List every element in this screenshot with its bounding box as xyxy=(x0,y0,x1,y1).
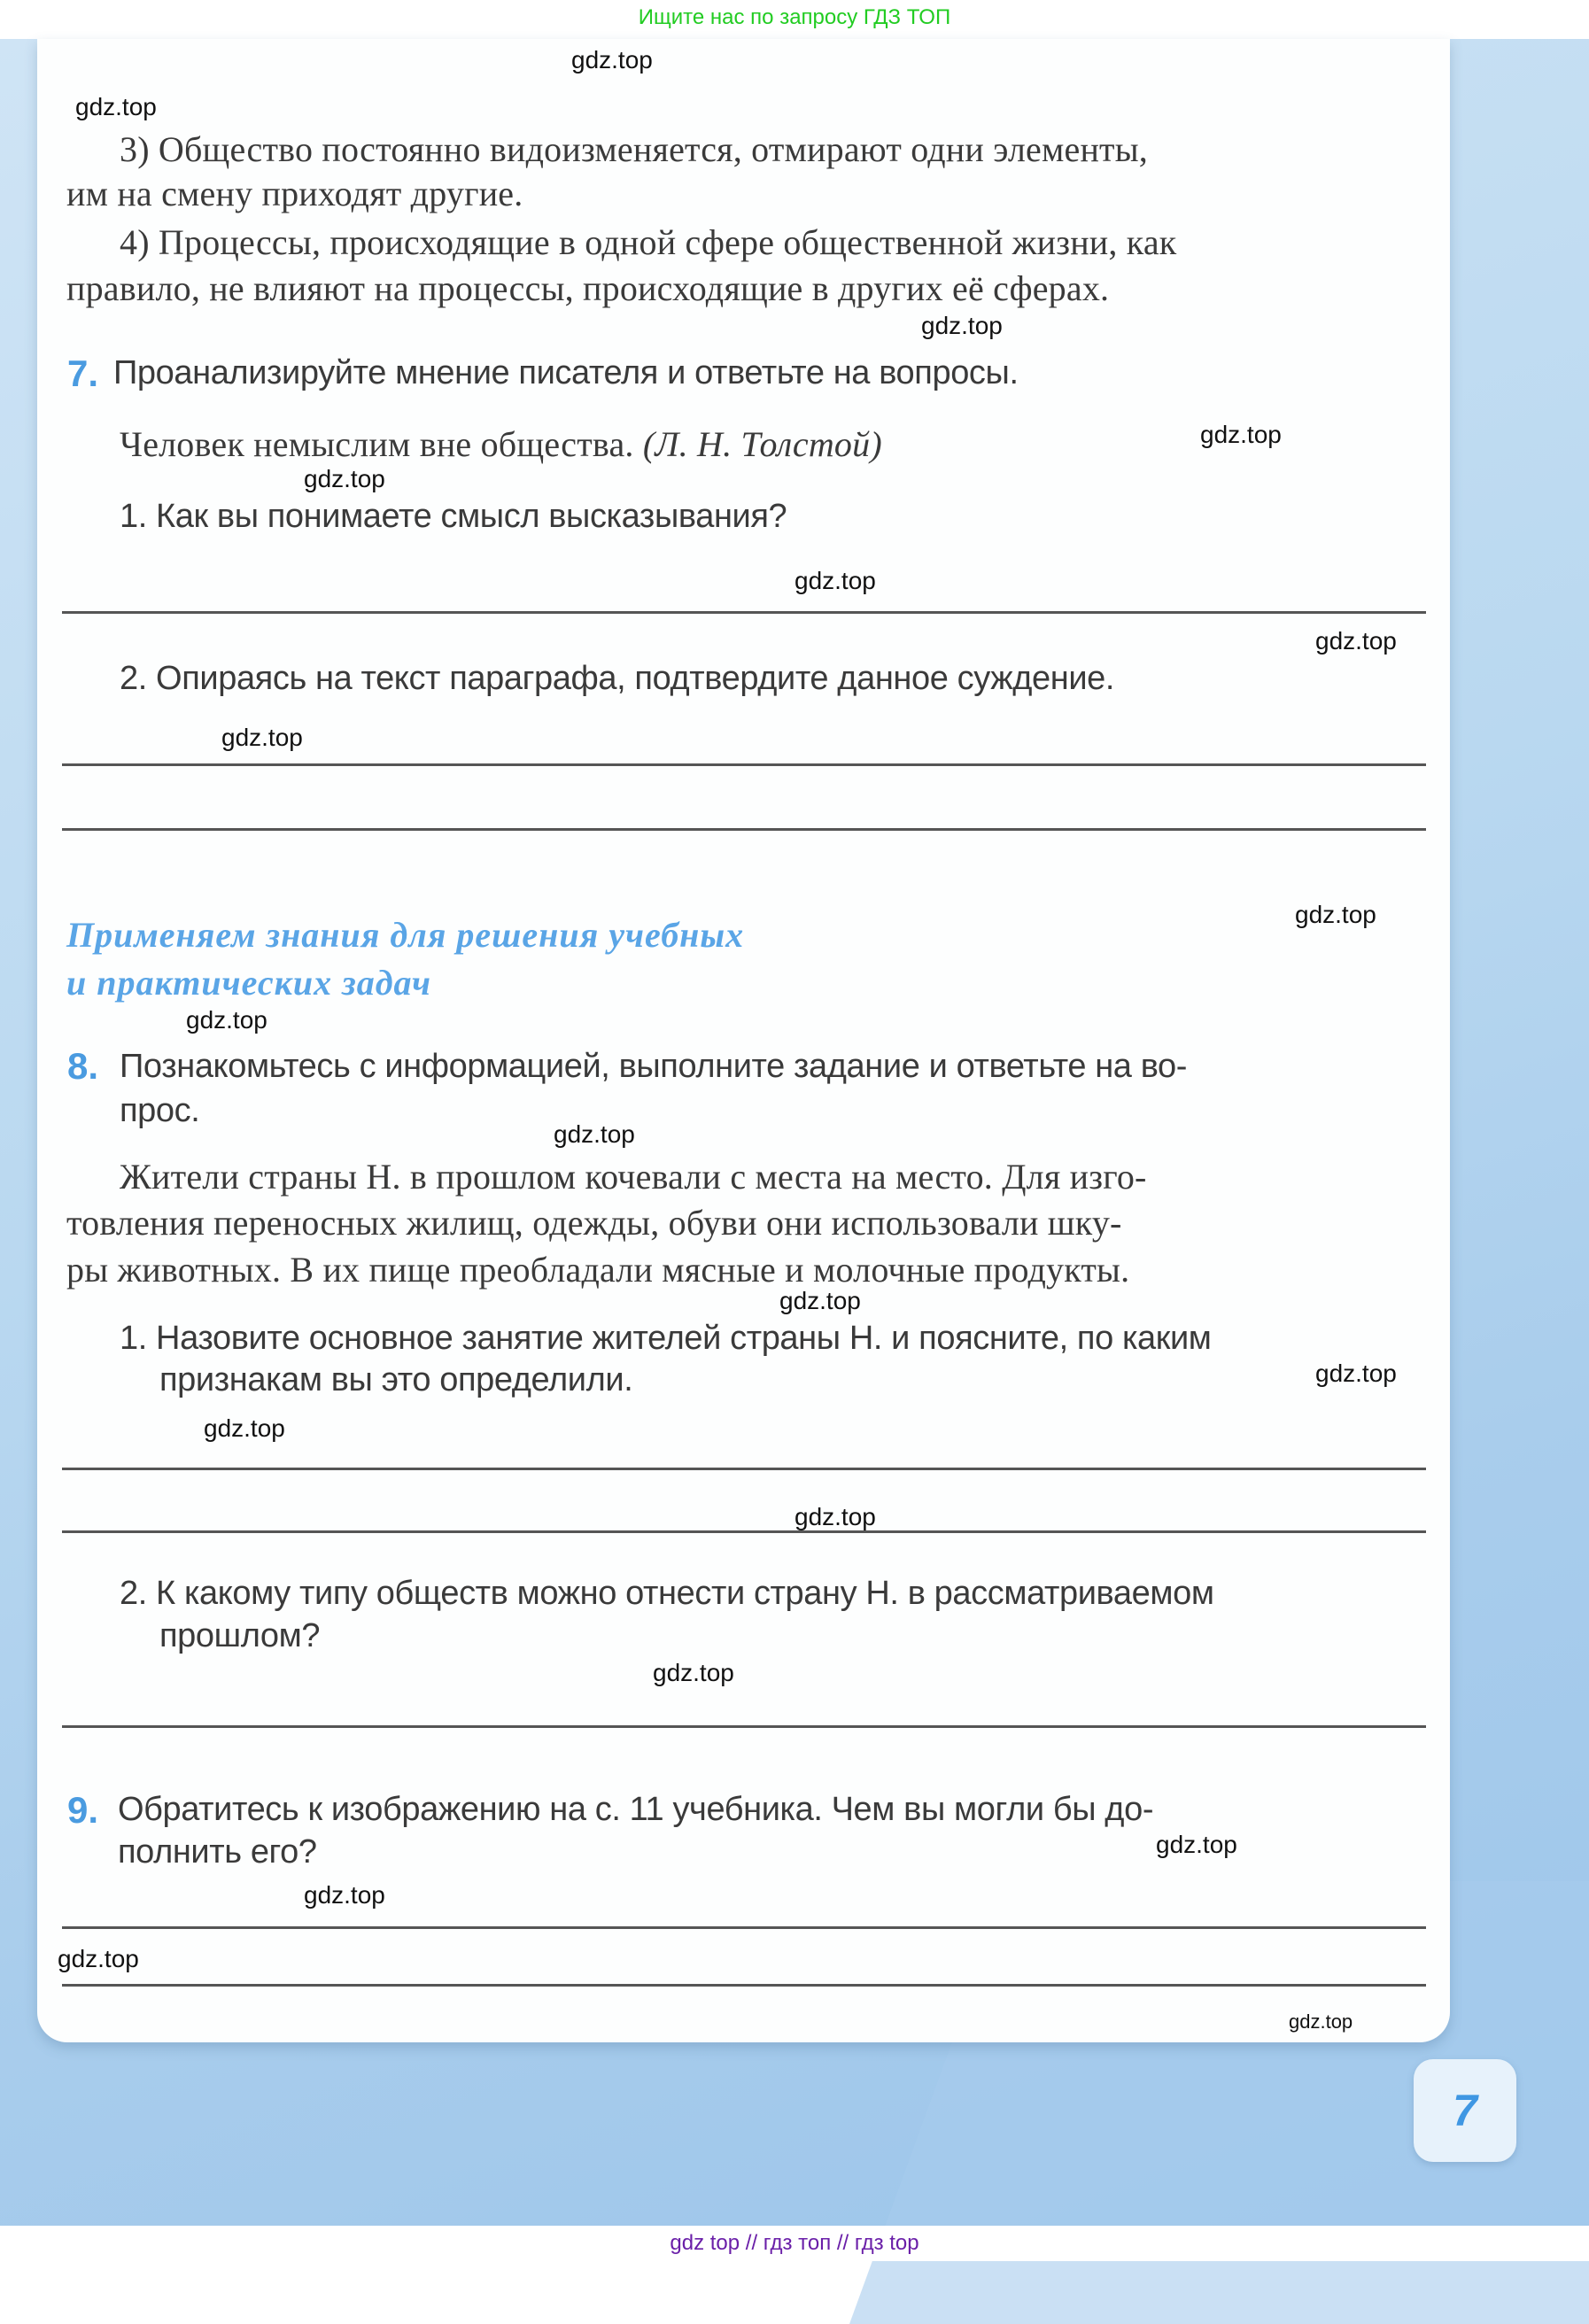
task-7-question-1: 1. Как вы понимаете смысл высказывания? xyxy=(120,498,787,535)
watermark: gdz.top xyxy=(794,1503,876,1530)
link-gdz-top-mixed[interactable]: гдз top xyxy=(854,2231,919,2255)
watermark: gdz.top xyxy=(1315,1360,1397,1387)
task-9-number: 9. xyxy=(67,1789,99,1831)
watermark: gdz.top xyxy=(653,1659,734,1686)
task-8-text-line-1: Жители страны Н. в прошлом кочевали с места на место. Для изго- xyxy=(120,1157,1147,1197)
watermark: gdz.top xyxy=(571,46,653,74)
answer-line[interactable] xyxy=(62,1926,1426,1929)
watermark: gdz.top xyxy=(304,465,385,492)
task-9-prompt-line-2: полнить его? xyxy=(118,1833,317,1871)
section-heading-line-2: и практических задач xyxy=(66,963,432,1003)
answer-line[interactable] xyxy=(62,828,1426,831)
workbook-page xyxy=(37,39,1450,2042)
quote-text: Человек немыслим вне общества. xyxy=(120,424,634,464)
watermark: gdz.top xyxy=(221,724,303,751)
task-8-number: 8. xyxy=(67,1045,99,1087)
answer-line[interactable] xyxy=(62,1725,1426,1728)
task-8-text-line-2: товления переносных жилищ, одежды, обуви они использовали шку- xyxy=(66,1203,1122,1243)
watermark: gdz.top xyxy=(186,1006,267,1034)
item-3-line-2: им на смену приходят другие. xyxy=(66,174,523,213)
task-8-question-1-line-1: 1. Назовите основное занятие жителей страны Н. и поясните, по каким xyxy=(120,1320,1212,1357)
watermark: gdz.top xyxy=(1315,627,1397,655)
watermark: gdz.top xyxy=(1295,901,1376,928)
watermark: gdz.top xyxy=(794,567,876,594)
page-number: 7 xyxy=(1453,2086,1477,2135)
quote-author: (Л. Н. Толстой) xyxy=(642,424,882,464)
answer-line[interactable] xyxy=(62,1468,1426,1470)
task-8-text-line-3: ры животных. В их пище преобладали мясные и молочные продукты. xyxy=(66,1250,1130,1290)
separator: // xyxy=(740,2231,763,2255)
link-gdz-top-ru[interactable]: гдз топ xyxy=(763,2231,832,2255)
watermark: gdz.top xyxy=(554,1120,635,1148)
section-heading-line-1: Применяем знания для решения учебных xyxy=(66,915,745,955)
watermark: gdz.top xyxy=(75,93,157,120)
watermark: gdz.top xyxy=(1156,1831,1237,1858)
watermark: gdz.top xyxy=(779,1287,861,1314)
task-7-prompt: Проанализируйте мнение писателя и ответьте на вопросы. xyxy=(113,354,1019,391)
item-3-line-1: 3) Общество постоянно видоизменяется, отмирают одни элементы, xyxy=(120,129,1149,169)
watermark: gdz.top xyxy=(204,1414,285,1442)
task-9-prompt-line-1: Обратитесь к изображению на с. 11 учебника. Чем вы могли бы до- xyxy=(118,1791,1154,1828)
task-8-question-1-line-2: признакам вы это определили. xyxy=(159,1361,633,1398)
task-8-question-2-line-2: прошлом? xyxy=(159,1617,321,1654)
answer-line[interactable] xyxy=(62,1530,1426,1533)
answer-line[interactable] xyxy=(62,611,1426,614)
watermark: gdz.top xyxy=(58,1945,139,1972)
task-7-number: 7. xyxy=(67,352,99,394)
link-gdz-top[interactable]: gdz top xyxy=(670,2231,740,2255)
item-4-line-2: правило, не влияют на процессы, происходящие в других её сферах. xyxy=(66,268,1110,308)
watermark: gdz.top xyxy=(921,312,1003,339)
item-4-line-1: 4) Процессы, происходящие в одной сфере общественной жизни, как xyxy=(120,222,1177,262)
answer-line[interactable] xyxy=(62,763,1426,766)
task-7-quote xyxy=(120,423,882,465)
separator: // xyxy=(831,2231,855,2255)
task-8-prompt-line-1: Познакомьтесь с информацией, выполните задание и ответьте на во- xyxy=(120,1048,1188,1085)
task-8-question-2-line-1: 2. К какому типу обществ можно отнести страну Н. в рассматриваемом xyxy=(120,1575,1214,1612)
page-number-badge xyxy=(1414,2059,1516,2162)
bottom-banner xyxy=(0,2226,1589,2261)
watermark: gdz.top xyxy=(1289,2010,1353,2033)
watermark: gdz.top xyxy=(304,1881,385,1909)
top-banner[interactable]: Ищите нас по запросу ГДЗ ТОП xyxy=(638,5,951,29)
watermark: gdz.top xyxy=(1200,421,1282,448)
task-7-question-2: 2. Опираясь на текст параграфа, подтвердите данное суждение. xyxy=(120,660,1115,697)
answer-line[interactable] xyxy=(62,1984,1426,1987)
task-8-prompt-line-2: прос. xyxy=(120,1092,200,1129)
